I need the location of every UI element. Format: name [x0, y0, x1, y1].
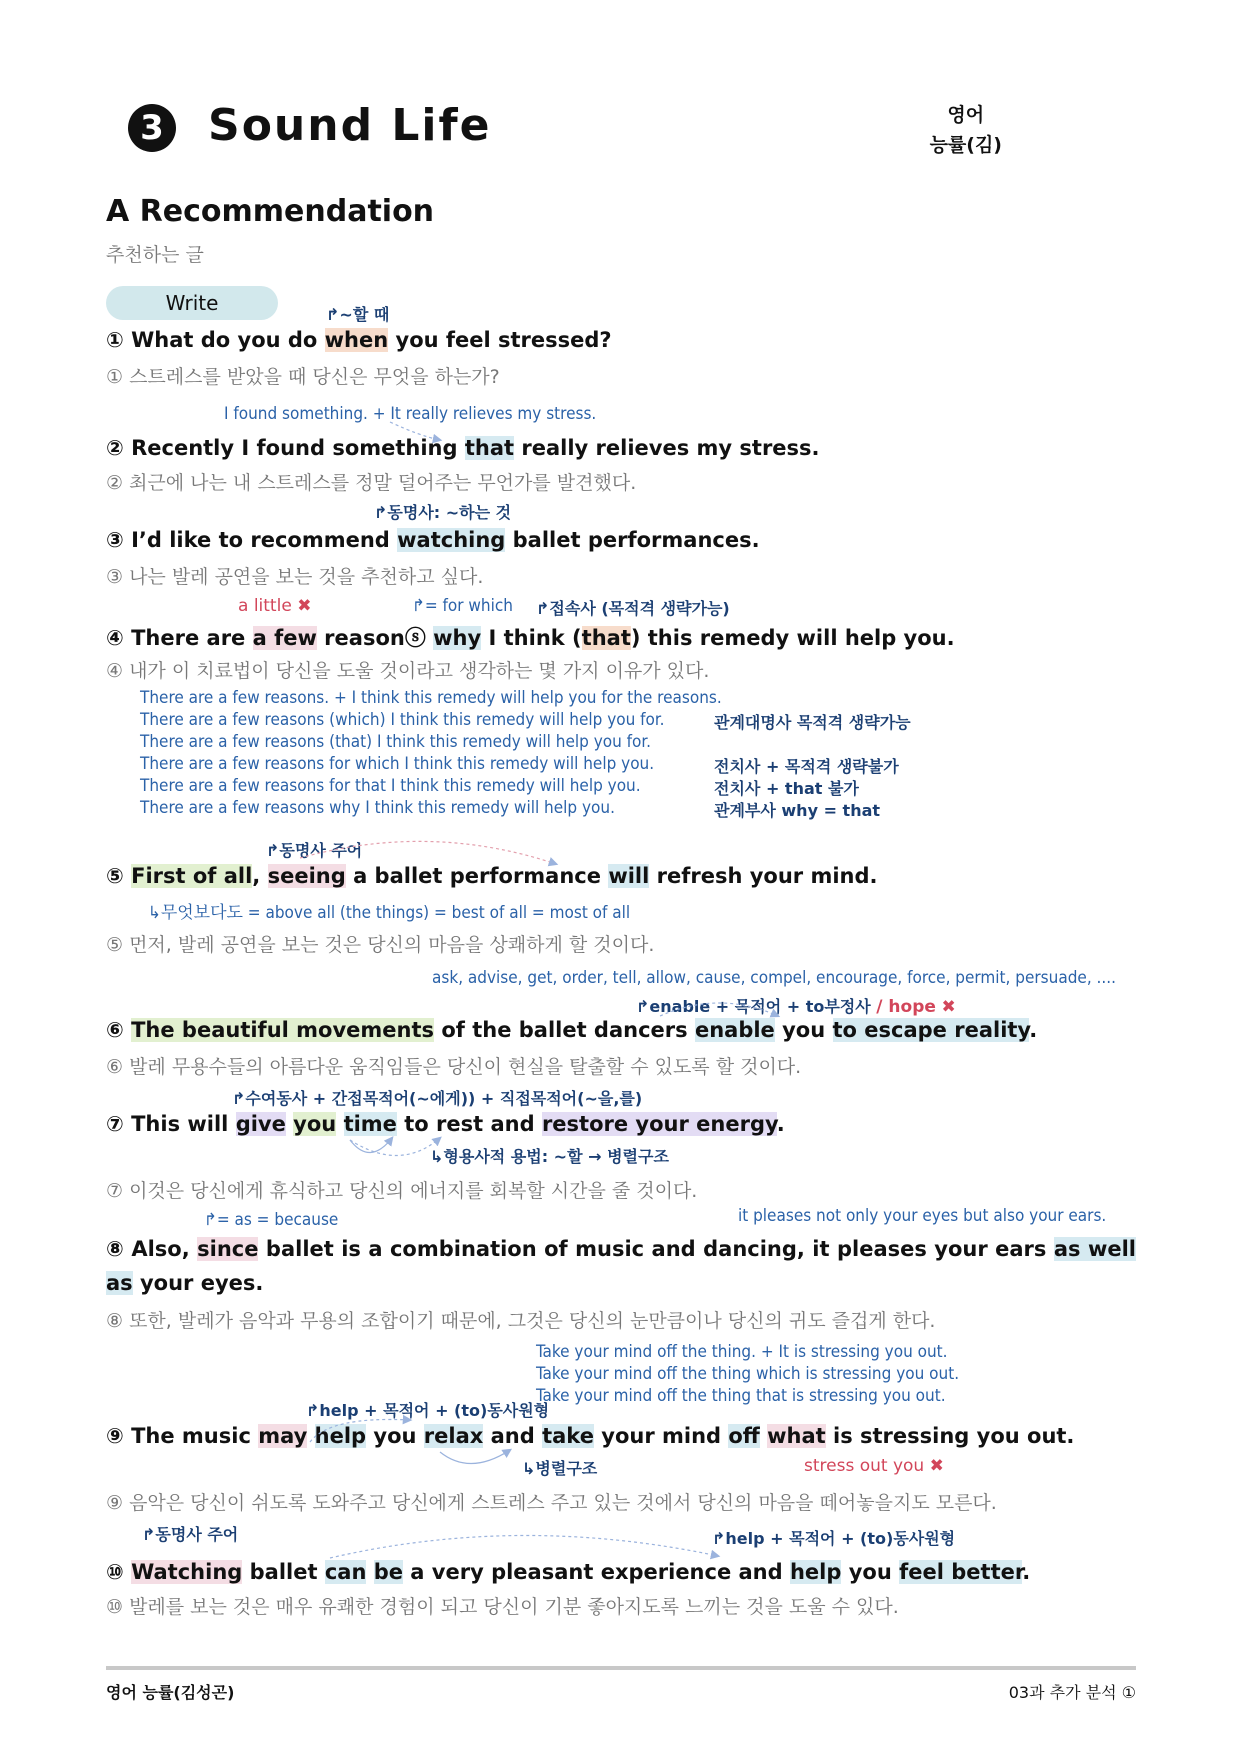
sentence-9-korean: ⑨ 음악은 당신이 쉬도록 도와주고 당신에게 스트레스 주고 있는 것에서 당신의 마음을 떼어놓을지도 모른다.	[106, 1492, 997, 1514]
footer-left: 영어 능률(김성곤)	[106, 1683, 235, 1702]
note-a-little: a little ✖	[238, 596, 312, 616]
variant-line: There are a few reasons (that) I think this remedy will help you for.	[140, 732, 651, 752]
hl-can: can	[324, 1560, 367, 1584]
sentence-5-korean: ⑤ 먼저, 발레 공연을 보는 것은 당신의 마음을 상쾌하게 할 것이다.	[106, 934, 655, 956]
sentence-3: ③ I’d like to recommend watching ballet performances.	[106, 528, 760, 552]
sentence-6-korean: ⑥ 발레 무용수들의 아름다운 움직임들은 당신이 현실을 탈출할 수 있도록 할 것이다.	[106, 1056, 802, 1078]
lesson-number: 3	[140, 108, 164, 148]
variant-line: Take your mind off the thing that is stressing you out.	[536, 1386, 946, 1406]
sentence-10: ⑩ Watching ballet can be a very pleasant experience and help you feel better.	[106, 1560, 1031, 1584]
hl-what: what	[767, 1424, 826, 1448]
arrow-s7b	[350, 1138, 440, 1156]
note-parallel: ↳병렬구조	[522, 1459, 598, 1478]
hl-take: take	[542, 1424, 594, 1448]
footer-right: 03과 추가 분석 ①	[1008, 1683, 1136, 1702]
hl-feel-better: feel better	[899, 1560, 1023, 1584]
sentence-1: ① What do you do when you feel stressed?	[106, 328, 612, 352]
note-first-of-all: ↳무엇보다도 = above all (the things) = best of all = most of all	[148, 903, 631, 923]
note-s2-split: I found something. + It really relieves my stress.	[224, 404, 597, 424]
hl-seeing: seeing	[267, 864, 346, 888]
sentence-7: ⑦ This will give you time to rest and restore your energy.	[106, 1112, 785, 1136]
sentence-5: ⑤ First of all, seeing a ballet performance will refresh your mind.	[106, 864, 878, 888]
sentence-10-korean: ⑩ 발레를 보는 것은 매우 유쾌한 경험이 되고 당신이 기분 좋아지도록 느끼는 것을 도울 수 있다.	[106, 1596, 899, 1618]
sentence-9: ⑨ The music may help you relax and take your mind off what is stressing you out.	[106, 1424, 1075, 1448]
hl-time: time	[343, 1112, 397, 1136]
hl-will: will	[608, 864, 650, 888]
hl-first-of-all: First of all	[131, 864, 253, 888]
hl-since: since	[197, 1237, 259, 1261]
note-for-which: ↱= for which	[412, 596, 513, 616]
note-conjunction: ↱접속사 (목적격 생략가능)	[536, 599, 730, 618]
hl-off: off	[728, 1424, 760, 1448]
sentence-2: ② Recently I found something that really relieves my stress.	[106, 436, 820, 460]
note-stress-out: stress out you ✖	[804, 1456, 944, 1476]
hl-as-well-as: as well as	[106, 1237, 1137, 1295]
note-enable-pattern: ↱enable + 목적어 + to부정사 / hope ✖	[636, 997, 956, 1017]
cross-icon: ✖	[941, 997, 956, 1017]
hl-watching: Watching	[131, 1560, 243, 1584]
hl-to-escape: to escape reality	[832, 1018, 1030, 1042]
variant-line: There are a few reasons why I think this remedy will help you.	[140, 798, 615, 818]
arrow-s10	[330, 1535, 718, 1558]
section-subtitle: 추천하는 글	[106, 244, 204, 266]
sentence-7-korean: ⑦ 이것은 당신에게 휴식하고 당신의 에너지를 회복할 시간을 줄 것이다.	[106, 1180, 698, 1202]
section-heading: A Recommendation	[106, 194, 435, 229]
hl-watching: watching	[397, 528, 506, 552]
note-not-only: it pleases not only your eyes but also your ears.	[738, 1206, 1107, 1226]
subject-label: 영어	[947, 104, 985, 126]
note-adjective-infinitive: ↳형용사적 용법: ~할 → 병렬구조	[430, 1147, 669, 1166]
note-dative-verb: ↱수여동사 + 간접목적어(~에게)) + 직접목적어(~을,를)	[232, 1089, 643, 1108]
note-gerund: ↱동명사: ~하는 것	[374, 503, 512, 522]
hl-enable: enable	[694, 1018, 775, 1042]
hl-relax: relax	[423, 1424, 484, 1448]
variant-note: 관계부사 why = that	[714, 801, 881, 820]
hl-help: help	[314, 1424, 367, 1448]
cross-icon: ✖	[929, 1456, 944, 1476]
sentence-4-korean: ④ 내가 이 치료법이 당신을 도울 것이라고 생각하는 몇 가지 이유가 있다.	[106, 660, 710, 682]
note-hope: / hope	[876, 997, 936, 1017]
sentence-8: ⑧ Also, since ballet is a combination of music and dancing, it pleases your ears as well as your eyes.	[106, 1237, 1137, 1295]
note-gerund-subject: ↱동명사 주어	[266, 841, 363, 860]
variant-note: 전치사 + 목적격 생략불가	[714, 757, 899, 776]
sentence-1-korean: ① 스트레스를 받았을 때 당신은 무엇을 하는가?	[106, 366, 500, 388]
note-help-pattern: ↱help + 목적어 + (to)동사원형	[306, 1401, 550, 1420]
lesson-number-badge	[128, 104, 176, 152]
page-title: Sound Life	[208, 100, 492, 151]
hl-you: you	[293, 1112, 337, 1136]
course-label	[930, 100, 1002, 160]
hl-restore: restore your energy	[541, 1112, 777, 1136]
hl-help: help	[789, 1560, 842, 1584]
footer-divider	[106, 1666, 1136, 1670]
hl-may: may	[258, 1424, 308, 1448]
sentence-2-korean: ② 최근에 나는 내 스트레스를 정말 덜어주는 무언가를 발견했다.	[106, 472, 637, 494]
variant-line: There are a few reasons for which I think this remedy will help you.	[140, 754, 655, 774]
variant-line: There are a few reasons. + I think this remedy will help you for the reasons.	[140, 688, 722, 708]
sentence-4: ④ There are a few reasonⓢ why I think (that) this remedy will help you.	[106, 626, 955, 650]
note-since: ↱= as = because	[204, 1210, 339, 1230]
hl-that: that	[464, 436, 515, 460]
note-verb-list: ask, advise, get, order, tell, allow, cause, compel, encourage, force, permit, persuade, ....	[432, 968, 1116, 988]
arrow-s9b	[440, 1450, 510, 1464]
variant-note: 전치사 + that 불가	[714, 779, 859, 798]
hl-a-few: a few	[252, 626, 317, 650]
variant-line: Take your mind off the thing which is stressing you out.	[536, 1364, 960, 1384]
hl-that-optional: that	[581, 626, 631, 650]
arrow-s7a	[350, 1138, 392, 1153]
hl-movements: The beautiful movements	[131, 1018, 435, 1042]
sentence-3-korean: ③ 나는 발레 공연을 보는 것을 추천하고 싶다.	[106, 566, 484, 588]
sentence-6: ⑥ The beautiful movements of the ballet dancers enable you to escape reality.	[106, 1018, 1038, 1042]
sentence-8-korean: ⑧ 또한, 발레가 음악과 무용의 조합이기 때문에, 그것은 당신의 눈만큼이나 당신의 귀도 즐겁게 한다.	[106, 1310, 936, 1332]
note-gerund-subject: ↱동명사 주어	[142, 1525, 239, 1544]
variant-line: There are a few reasons for that I think this remedy will help you.	[140, 776, 641, 796]
variant-note: 관계대명사 목적격 생략가능	[714, 713, 911, 732]
hl-when: when	[324, 328, 389, 352]
variant-line: Take your mind off the thing. + It is stressing you out.	[536, 1342, 948, 1362]
note-help-pattern: ↱help + 목적어 + (to)동사원형	[712, 1529, 956, 1548]
cross-icon: ✖	[297, 596, 312, 616]
note-when: ↱~할 때	[326, 305, 390, 324]
variant-line: There are a few reasons (which) I think this remedy will help you for.	[140, 710, 665, 730]
hl-give: give	[235, 1112, 286, 1136]
hl-why: why	[433, 626, 482, 650]
publisher-label: 능률(김)	[929, 134, 1002, 156]
write-tab[interactable]: Write	[106, 286, 278, 320]
hl-be: be	[373, 1560, 403, 1584]
